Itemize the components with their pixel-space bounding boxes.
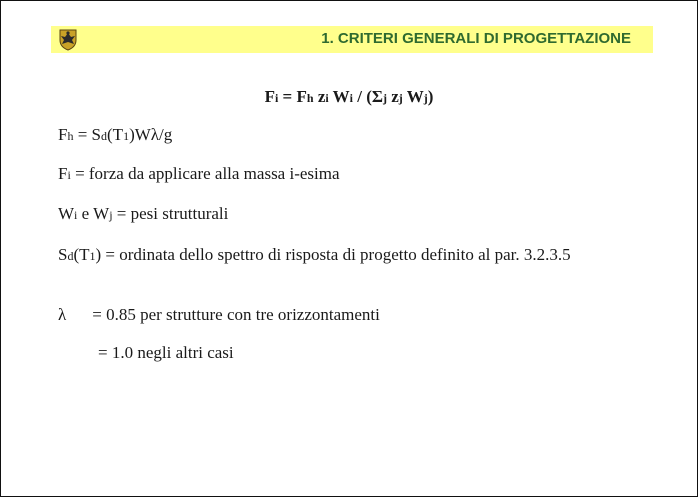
sub: 1 [89,249,96,263]
formula-part: / (Σ [353,87,383,106]
text: F [58,164,68,183]
formula-sub: j [383,91,387,105]
header-bar [51,26,653,53]
main-formula [1,87,697,107]
formula-part: z [313,87,326,106]
formula-sub: i [274,91,279,105]
formula-part: W [402,87,424,106]
text: S [58,245,68,264]
formula-sub: j [423,91,428,105]
definition-weights [58,204,228,224]
text: )Wλ/g [129,125,173,144]
sub: j [109,208,113,222]
text: = S [73,125,102,144]
text: = 1.0 negli altri casi [98,343,234,362]
coat-of-arms-icon [57,28,79,51]
sub: d [67,249,74,263]
sub: 1 [123,129,130,143]
lambda-symbol: λ [58,305,67,324]
text: = forza da applicare alla massa i-esima [70,164,340,183]
section-title: 1. CRITERI GENERALI DI PROGETTAZIONE [321,30,631,47]
formula-sub: i [349,91,353,105]
text: = pesi strutturali [112,204,229,223]
definition-lambda [58,305,380,325]
formula-part: W [328,87,350,106]
text: e W [77,204,110,223]
formula-sub: j [398,91,403,105]
sub: i [67,168,71,182]
text: F [58,125,68,144]
formula-part: ) [427,87,434,106]
definition-sd [58,243,658,268]
text: W [58,204,75,223]
sub: i [74,208,78,222]
text: (T [107,125,124,144]
text: = 0.85 per strutture con tre orizzontamenti [88,305,380,324]
sub: d [101,129,108,143]
formula-part: F [264,87,275,106]
definition-fi [58,164,340,184]
formula-part: z [387,87,399,106]
formula-sub: h [306,91,314,105]
sub: h [67,129,74,143]
formula-sub: i [325,91,329,105]
text: ) = ordinata dello spettro di risposta di progetto definito al par. 3.2.3.5 [95,245,571,264]
text: (T [73,245,90,264]
definition-lambda-other [98,343,234,363]
formula-part: = F [278,87,307,106]
definition-fh [58,125,172,145]
